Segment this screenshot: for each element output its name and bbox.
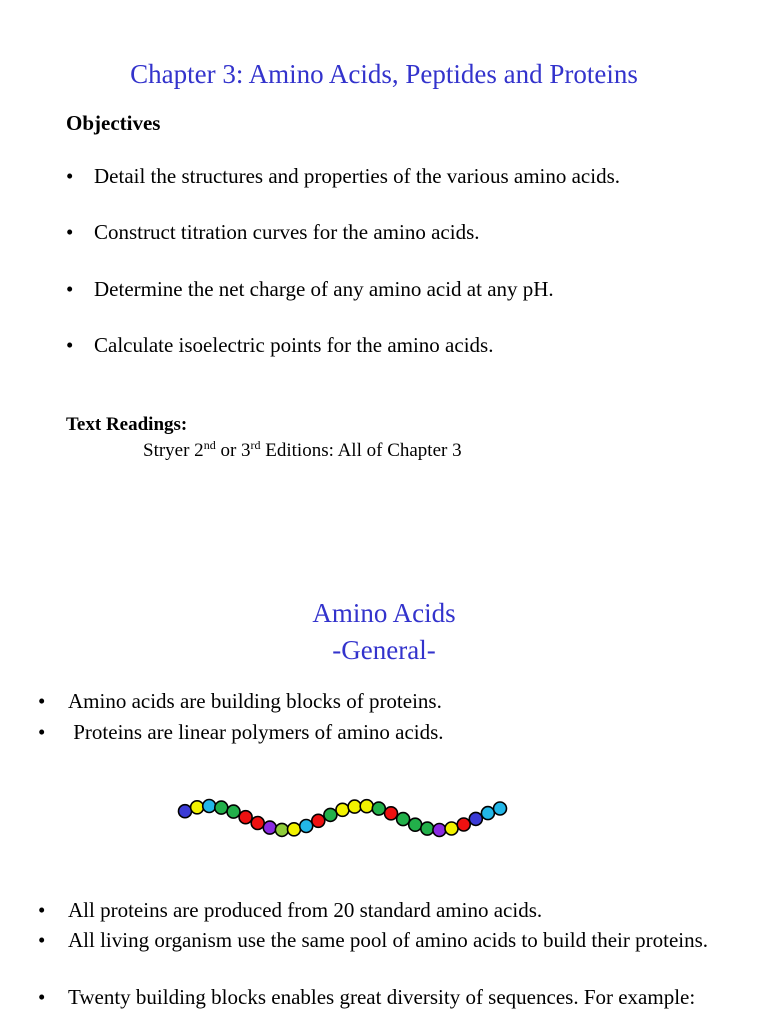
amino-acid-bead [263,821,276,834]
text-readings-heading: Text Readings: [66,414,188,435]
bullet-point [38,927,728,953]
objective-item [66,276,554,302]
amino-acid-bead [481,807,494,820]
amino-acid-bead [312,814,325,827]
objective-text: Calculate isoelectric points for the amino acids. [94,333,494,357]
amino-acid-bead [457,818,470,831]
amino-acid-bead [239,811,252,824]
bullet: • [66,333,74,357]
bullet: • [66,164,74,188]
amino-acid-bead [433,824,446,837]
readings-sup-rd: rd [250,438,261,452]
amino-acid-bead [324,808,337,821]
objective-item [66,163,620,189]
bullet-point [38,897,728,923]
amino-acid-bead [469,812,482,825]
bullet: • [38,720,46,744]
amino-acid-bead [300,820,313,833]
amino-acid-bead [409,818,422,831]
amino-acid-bead [421,822,434,835]
readings-prefix: Stryer 2 [143,440,204,461]
section-subtitle: -General- [332,635,436,665]
amino-acid-bead [203,800,216,813]
bullet-point [38,688,728,714]
amino-acid-bead [215,801,228,814]
amino-acid-bead [179,805,192,818]
bullet: • [38,689,46,713]
amino-acid-bead [288,823,301,836]
amino-acid-bead [397,813,410,826]
objective-text: Determine the net charge of any amino acid at any pH. [94,277,554,301]
objective-text: Construct titration curves for the amino acids. [94,220,480,244]
bullet: • [66,220,74,244]
text-readings-detail [143,439,462,463]
amino-acid-bead [191,801,204,814]
bullet-point [38,984,728,1010]
amino-acid-bead [494,802,507,815]
bullet-point-text: Proteins are linear polymers of amino acids. [68,720,444,744]
objectives-heading: Objectives [66,111,161,135]
amino-acid-bead [251,817,264,830]
bullet-point-text: All proteins are produced from 20 standard amino acids. [68,898,543,922]
amino-acid-bead [275,823,288,836]
bullet: • [66,277,74,301]
bullet-point-text: Amino acids are building blocks of proteins. [68,689,442,713]
readings-middle: or 3 [215,440,251,461]
amino-acid-bead [336,803,349,816]
bullet: • [38,985,46,1009]
amino-acid-bead [372,802,385,815]
amino-acid-bead [445,822,458,835]
section-title: Amino Acids [312,598,456,628]
objective-text: Detail the structures and properties of the various amino acids. [94,164,621,188]
amino-acid-bead [385,807,398,820]
bullet: • [38,898,46,922]
page-title: Chapter 3: Amino Acids, Peptides and Proteins [130,59,638,89]
amino-acid-chain-illustration [170,790,520,845]
amino-acid-bead [360,800,373,813]
readings-suffix: Editions: All of Chapter 3 [260,440,462,461]
amino-acid-bead [227,805,240,818]
bullet-point [38,719,728,745]
objective-item [66,332,493,358]
bullet-point-text: Twenty building blocks enables great diversity of sequences. For example: [68,985,696,1009]
amino-acid-bead [348,800,361,813]
readings-sup-nd: nd [203,438,216,452]
bullet-point-text: All living organism use the same pool of amino acids to build their proteins. [68,928,709,952]
bullet: • [38,928,46,952]
objective-item [66,219,480,245]
